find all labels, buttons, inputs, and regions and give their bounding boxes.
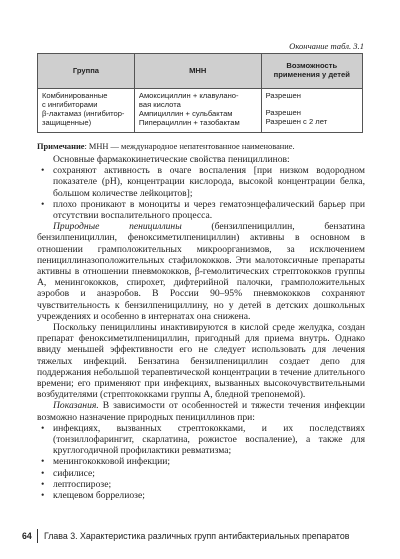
bullet-item bbox=[37, 165, 365, 199]
bullet-icon: • bbox=[41, 490, 45, 502]
bullet-text: клещевом боррелиозе; bbox=[53, 490, 145, 502]
usage-cell bbox=[261, 89, 362, 133]
bullet-icon: • bbox=[41, 478, 45, 490]
bullet-item bbox=[37, 468, 365, 479]
usage-line: Разрешен bbox=[265, 91, 301, 100]
group-line: с ингибиторами bbox=[42, 99, 98, 109]
paragraph-text: В зависимости от особенностей и тяжести течения инфекции возможно назначение природных пенициллинов при: bbox=[37, 400, 365, 423]
mnn-line: Ампициллин + сульбактам bbox=[138, 108, 233, 118]
paragraph-pharmacokinetics-intro: Основные фармакокинетические свойства пенициллинов: bbox=[53, 154, 290, 165]
bullet-item bbox=[37, 199, 365, 221]
bullet-icon: • bbox=[41, 198, 45, 210]
bullet-item bbox=[37, 423, 365, 457]
paragraph-natural-penicillins bbox=[37, 221, 365, 322]
bullet-text: менингококковой инфекции; bbox=[53, 456, 171, 468]
column-header-group: Группа bbox=[38, 54, 135, 89]
bullet-text: сохраняют активность в очаге воспаления [при низком водородном показателе (рН), концентрации кислорода, высокой концентрации белка, большом количестве лейкоцитов]; bbox=[53, 165, 365, 199]
paragraph-inactivation: Поскольку пенициллины инактивируются в кислой среде желудка, создан препарат феноксиметилпенициллин, пригодный для приема внутрь. Однако ввиду меньшей эффективности его не следует использовать для лечения тяжелых инфекций. Бензатина бензилпенициллин создает депо для поддержания небольшой терапевтической концентрации в течение длительного времени; его применяют при инфекциях, вызванных высокочувствительными возбудителями (стрептококками группы А, бледной трепонемой). bbox=[37, 322, 365, 401]
bullet-icon: • bbox=[41, 422, 45, 434]
term-natural-penicillins: Природные пенициллины bbox=[53, 221, 182, 233]
usage-line: Разрешен с 2 лет bbox=[265, 116, 328, 126]
note-label: Примечание bbox=[37, 142, 85, 151]
bullet-text: инфекциях, вызванных стрептококками, и их последствиях (тонзиллофарингит, скарлатина, рожистое воспаление), а также для круглогодичной профилактики ревматизма; bbox=[53, 422, 365, 457]
bullet-item bbox=[37, 479, 365, 490]
paragraph-text: (бензилпенициллин, бензатина бензилпенициллин, феноксиметилпенициллин) активны в основном в отношении грамположительных микроорганизмов, за исключением пенициллиназоположительных стафилококков. Эти малотоксичные препараты активны в отношении пневмококков, β-гемолитических стрептококков группы А, менингококков, спирохет, дифтерийной палочки, грамположительных аэробов и анаэробов. В России 90–95% пневмококков сохраняют чувствительность к бензилпенициллину, но у детей в детских дошкольных учреждениях и особенно в интернатах она снижена. bbox=[37, 221, 366, 322]
bullet-text: плохо проникают в моноциты и через гематоэнцефалический барьер при отсутствии воспалительного процесса. bbox=[53, 198, 365, 222]
body-text bbox=[37, 154, 365, 501]
page-number: 64 bbox=[22, 531, 32, 541]
paragraph-indications bbox=[37, 400, 365, 422]
bullet-item bbox=[37, 456, 365, 467]
term-indications: Показания. bbox=[53, 400, 99, 412]
bullet-icon: • bbox=[41, 456, 45, 468]
table-header-row bbox=[38, 54, 363, 89]
column-header-usage-in-children: Возможность применения у детей bbox=[261, 54, 362, 89]
bullet-text: сифилисе; bbox=[53, 467, 95, 479]
note-text: : МНН — международное непатентованное наименование. bbox=[84, 142, 295, 151]
mnn-line: Пиперациллин + тазобактам bbox=[138, 117, 240, 127]
footer-divider bbox=[37, 529, 38, 543]
table-caption: Окончание табл. 3.1 bbox=[289, 41, 364, 51]
column-header-mnn: МНН bbox=[134, 54, 261, 89]
antibiotic-table bbox=[37, 53, 363, 133]
mnn-line: вая кислота bbox=[138, 99, 181, 109]
table-note bbox=[37, 141, 367, 152]
bullet-item bbox=[37, 490, 365, 501]
mnn-line: Амоксициллин + клавулано- bbox=[138, 91, 239, 100]
group-line: Комбинированные bbox=[42, 91, 108, 100]
page-footer bbox=[22, 528, 382, 544]
mnn-cell bbox=[134, 89, 261, 133]
group-cell bbox=[38, 89, 135, 133]
running-chapter-title: Глава 3. Характеристика различных групп антибактериальных препаратов bbox=[44, 531, 350, 541]
table-row bbox=[38, 89, 363, 133]
group-line: защищенные) bbox=[42, 117, 92, 127]
bullet-text: лептоспирозе; bbox=[53, 478, 112, 490]
group-line: β-лактамаз (ингибитор- bbox=[42, 108, 125, 118]
usage-line: Разрешен bbox=[265, 107, 301, 117]
bullet-icon: • bbox=[41, 165, 45, 177]
bullet-icon: • bbox=[41, 467, 45, 479]
